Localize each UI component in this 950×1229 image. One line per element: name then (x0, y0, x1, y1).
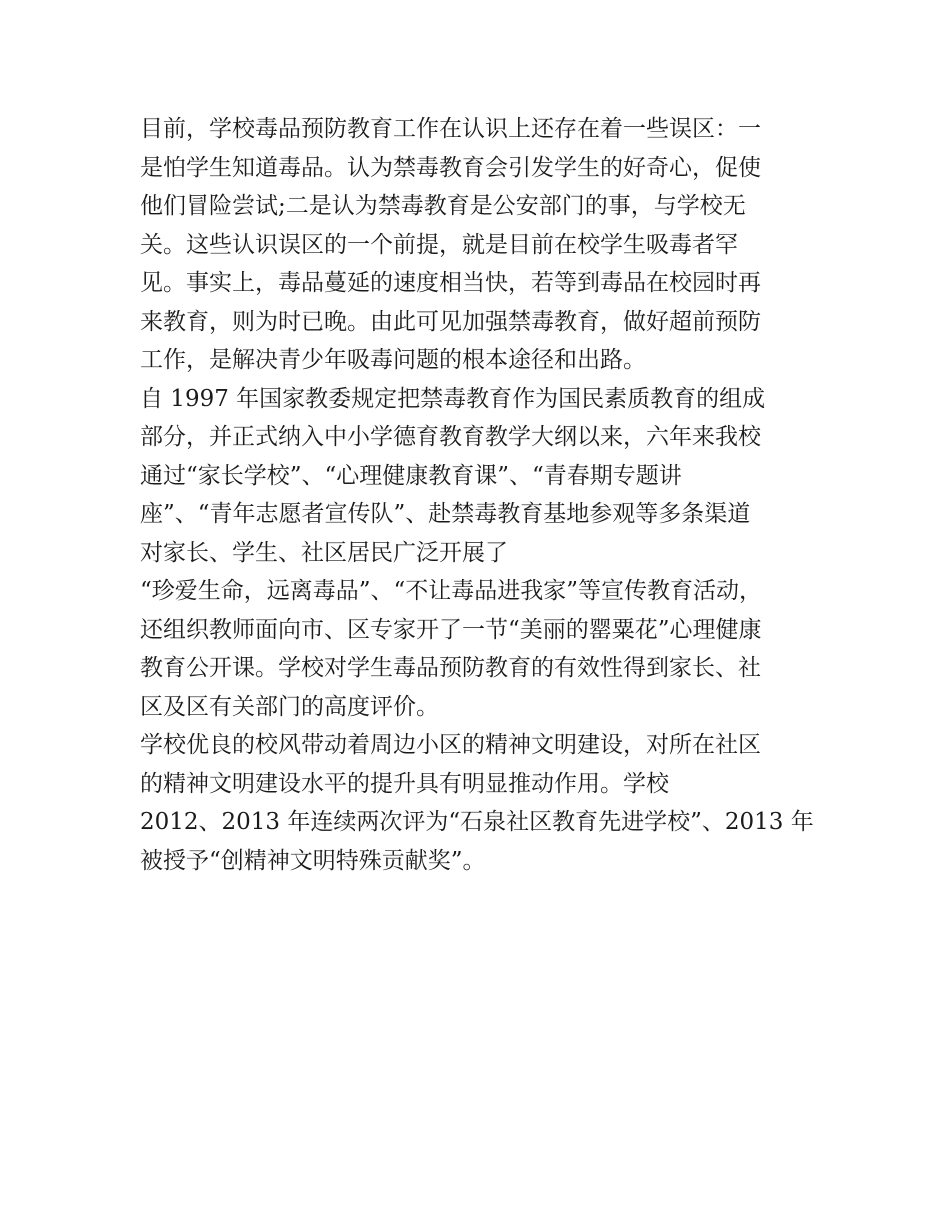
text-line: 区及区有关部门的高度评价。 (140, 693, 439, 720)
text-line: “珍爱生命，远离毒品”、“不让毒品进我家”等宣传教育活动， (140, 578, 763, 604)
text-line: 见。事实上，毒品蔓延的速度相当快，若等到毒品在校园时再 (140, 270, 761, 296)
text-line: 通过“家长学校”、“心理健康教育课”、“青春期专题讲 (140, 462, 682, 489)
text-line: 目前，学校毒品预防教育工作在认识上还存在着一些误区：一 (140, 116, 761, 142)
text-line: 被授予“创精神文明特殊贡献奖”。 (140, 847, 486, 874)
text-line: 还组织教师面向市、区专家开了一节“美丽的罂粟花”心理健康 (140, 616, 762, 643)
text-line: 学校优良的校风带动着周边小区的精神文明建设，对所在社区 (140, 732, 761, 758)
body-text (140, 110, 820, 880)
text-line: 自 1997 年国家教委规定把禁毒教育作为国民素质教育的组成 (140, 385, 766, 412)
text-line: 对家长、学生、社区居民广泛开展了 (140, 539, 508, 566)
text-line: 部分，并正式纳入中小学德育教育教学大纲以来，六年来我校 (140, 424, 761, 450)
text-line: 他们冒险尝试;二是认为禁毒教育是公安部门的事，与学校无 (140, 193, 746, 219)
text-line: 2012、2013 年连续两次评为“石泉社区教育先进学校”、2013 年 (140, 809, 814, 835)
text-line: 工作，是解决青少年吸毒问题的根本途径和出路。 (140, 347, 646, 373)
text-line: 教育公开课。学校对学生毒品预防教育的有效性得到家长、社 (140, 655, 761, 681)
text-line: 座”、“青年志愿者宣传队”、赴禁毒教育基地参观等多条渠道 (140, 501, 751, 527)
text-line: 是怕学生知道毒品。认为禁毒教育会引发学生的好奇心，促使 (140, 154, 761, 181)
text-line: 的精神文明建设水平的提升具有明显推动作用。学校 (140, 770, 669, 797)
text-line: 关。这些认识误区的一个前提，就是目前在校学生吸毒者罕 (140, 231, 738, 258)
text-line: 来教育，则为时已晚。由此可见加强禁毒教育，做好超前预防 (140, 308, 761, 335)
